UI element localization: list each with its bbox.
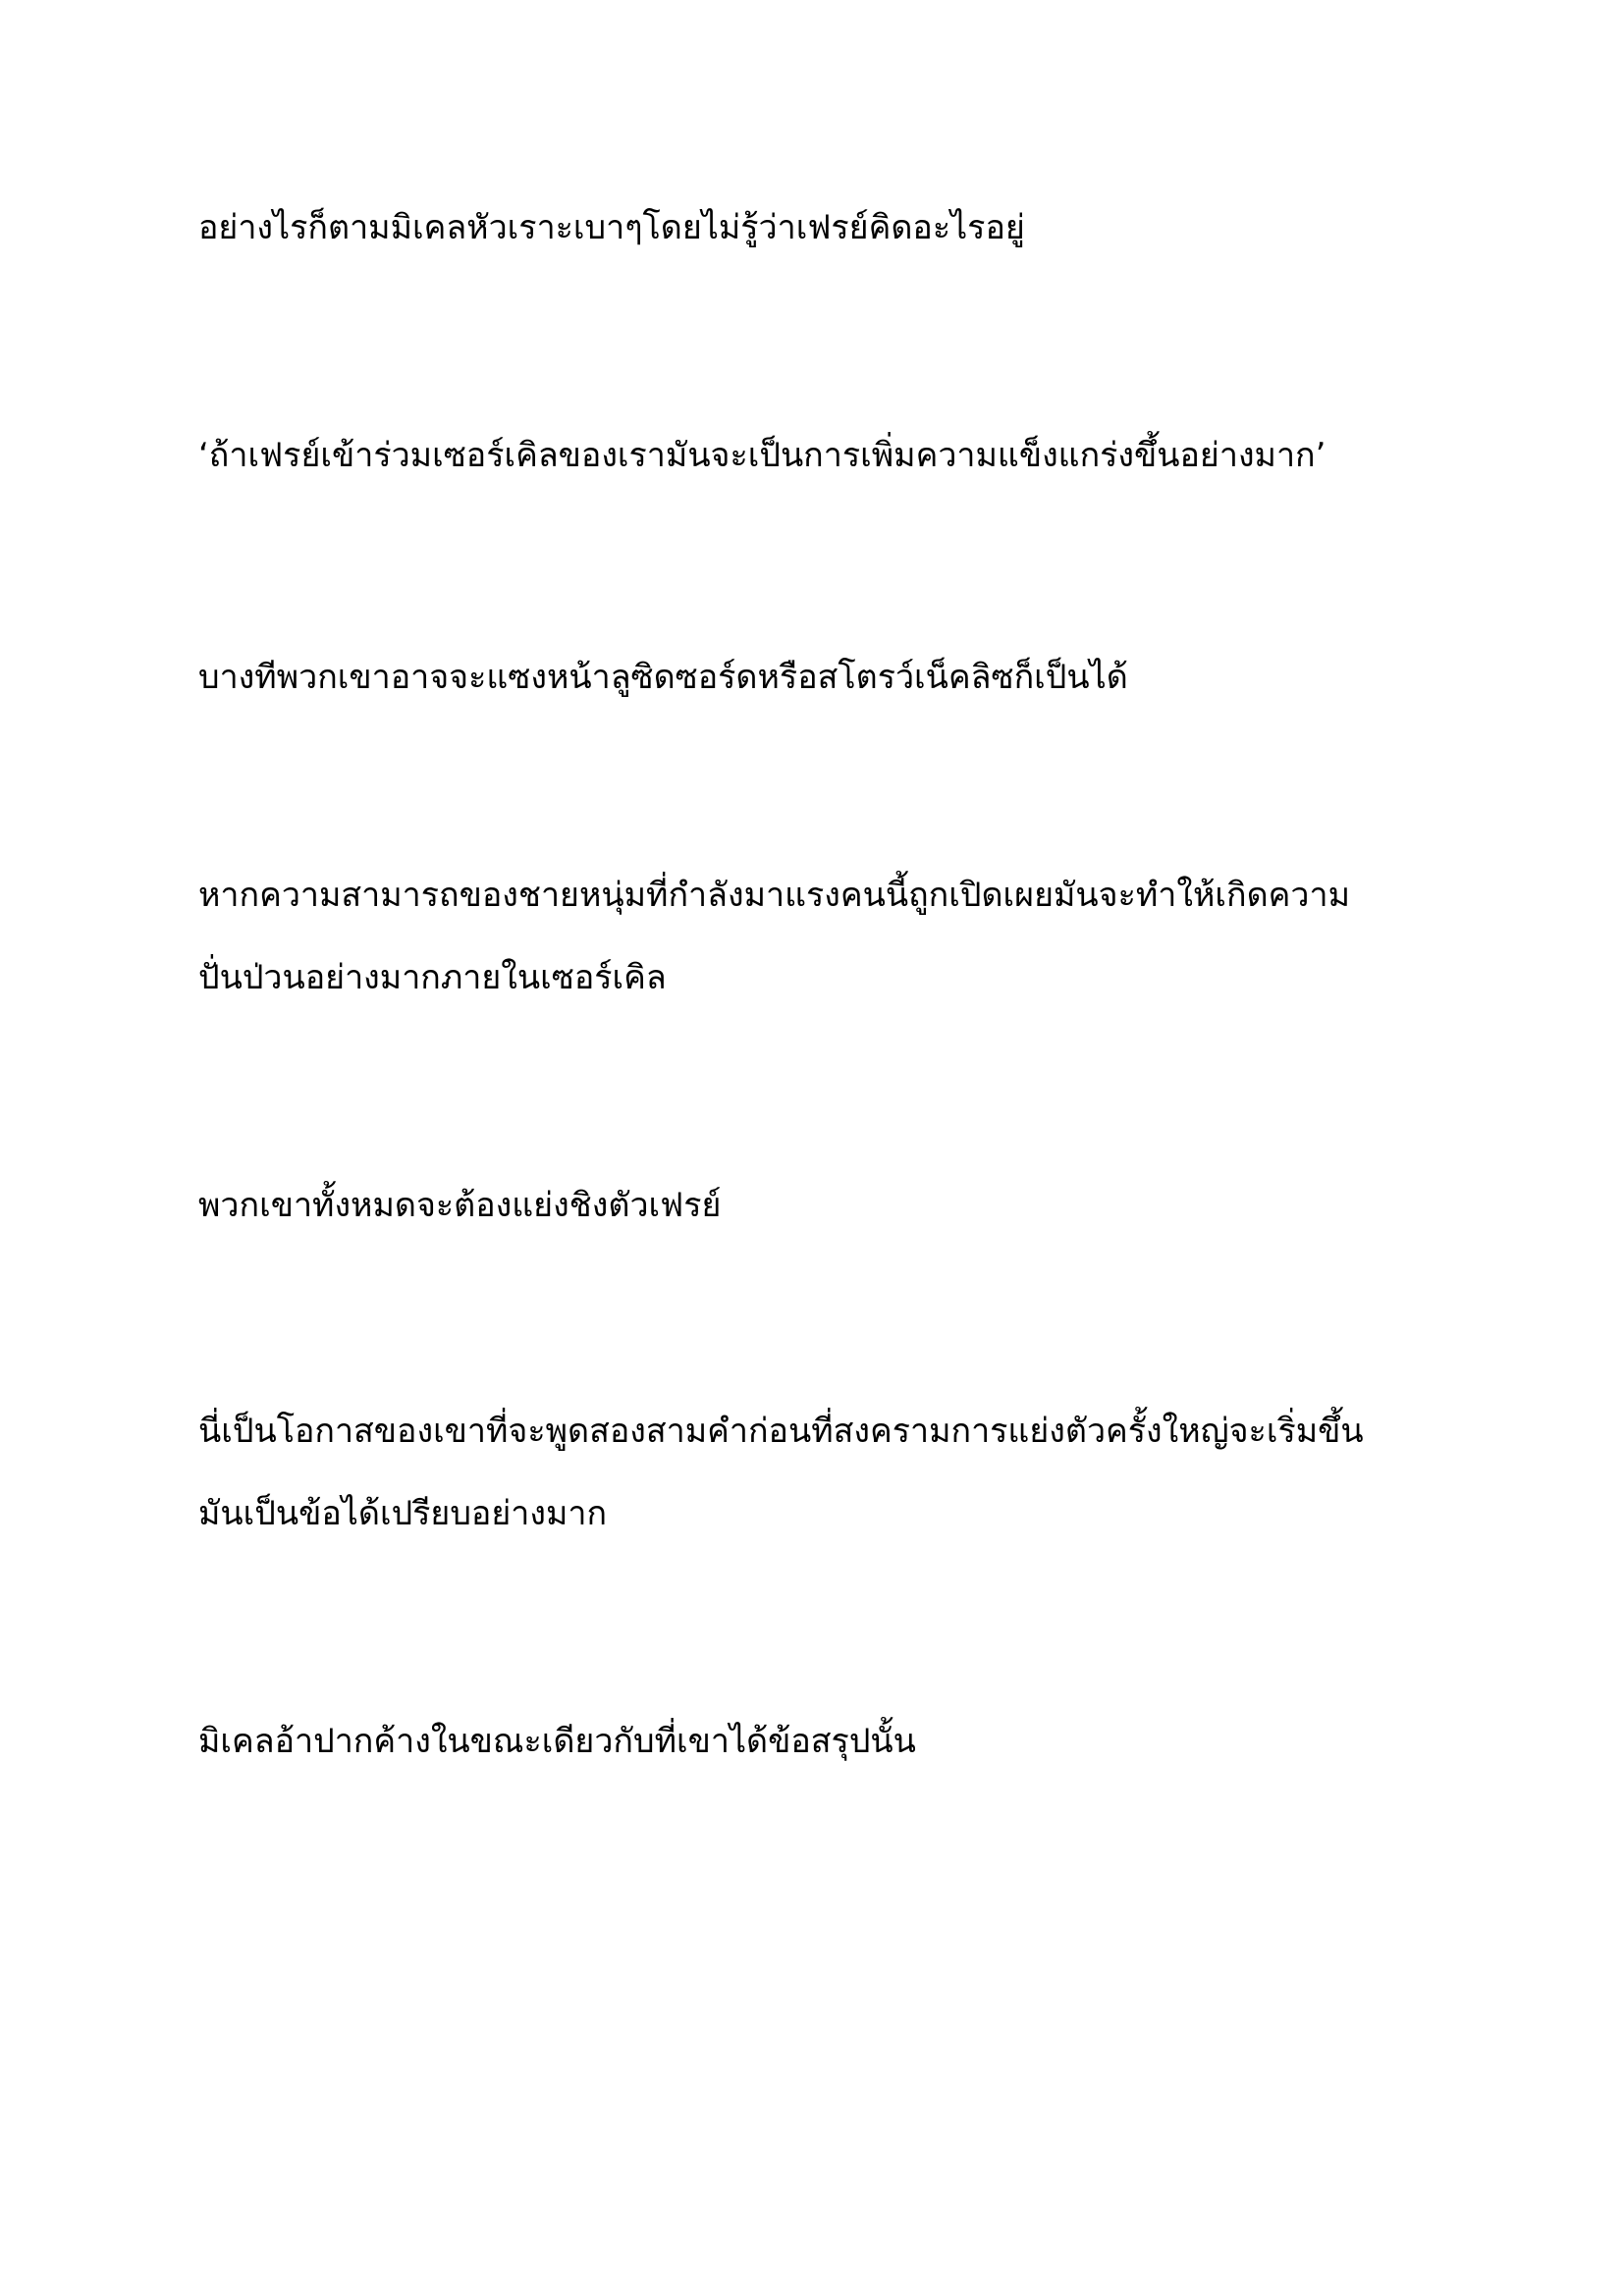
paragraph: [198, 854, 1435, 1019]
text-line: พวกเขาทั้งหมดจะต้องแย่งชิงตัวเฟรย์: [198, 1186, 722, 1225]
paragraph: [198, 1390, 1435, 1555]
text-line: นี่เป็นโอกาสของเขาที่จะพูดสองสามคำก่อนที่สงครามการแย่งตัวครั้งใหญ่จะเริ่มขึ้น: [198, 1412, 1364, 1451]
paragraph: [198, 1164, 1435, 1247]
text-line: ‘ถ้าเฟรย์เข้าร่วมเซอร์เคิลของเรามันจะเป็นการเพิ่มความแข็งแกร่งขึ้นอย่างมาก’: [198, 436, 1326, 475]
paragraph: [198, 414, 1435, 497]
text-line: บางทีพวกเขาอาจจะแซงหน้าลูซิดซอร์ดหรือสโตรว์เน็คลิซก็เป็นได้: [198, 658, 1128, 697]
text-line: ปั่นป่วนอย่างมากภายในเซอร์เคิล: [198, 958, 667, 997]
text-line: อย่างไรก็ตามมิเคลหัวเราะเบาๆโดยไม่รู้ว่าเฟรย์คิดอะไรอยู่: [198, 208, 1025, 247]
paragraph: [198, 636, 1435, 719]
text-line: มิเคลอ้าปากค้างในขณะเดียวกับที่เขาได้ข้อสรุปนั้น: [198, 1722, 916, 1761]
paragraph: [198, 187, 1435, 269]
paragraph: [198, 1700, 1435, 1783]
text-line: หากความสามารถของชายหนุ่มที่กำลังมาแรงคนนี้ถูกเปิดเผยมันจะทำให้เกิดความ: [198, 876, 1350, 915]
text-line: มันเป็นข้อได้เปรียบอย่างมาก: [198, 1494, 608, 1533]
